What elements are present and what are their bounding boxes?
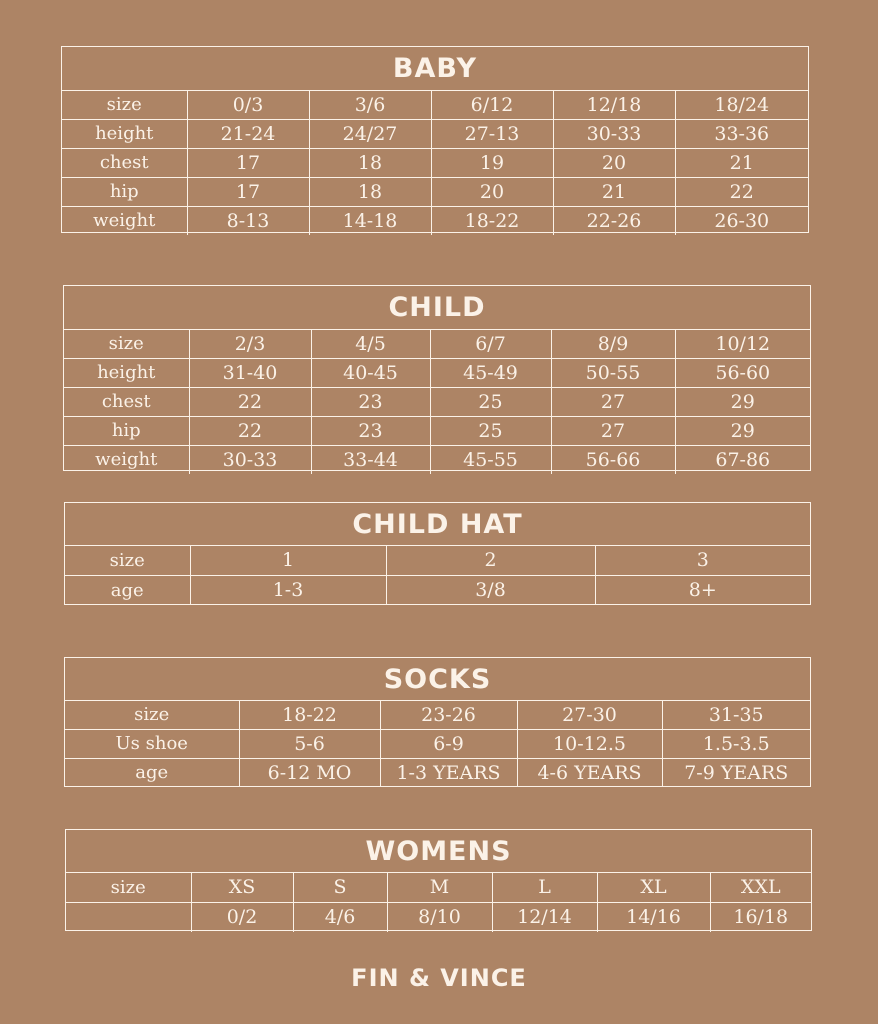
- chart-title: WOMENS: [66, 830, 811, 873]
- table-cell: 29: [675, 388, 810, 417]
- table-row: [65, 546, 810, 576]
- chart-title: CHILD: [64, 286, 810, 330]
- table-cell: 3: [595, 546, 810, 576]
- table-cell: 27: [551, 417, 675, 446]
- table-cell: 45-55: [430, 446, 551, 475]
- table-cell: 6/7: [430, 330, 551, 359]
- child-hat-size-chart: [64, 502, 811, 605]
- table-cell: 18: [309, 149, 431, 178]
- table-cell: 12/18: [553, 91, 675, 120]
- table-cell: 18/24: [675, 91, 808, 120]
- table-cell: L: [492, 873, 597, 903]
- table-cell: 10-12.5: [517, 730, 662, 759]
- table-row: [64, 417, 810, 446]
- row-label: size: [65, 701, 239, 730]
- row-label: height: [62, 120, 187, 149]
- row-label: weight: [62, 207, 187, 236]
- row-label: height: [64, 359, 189, 388]
- table-cell: 2: [386, 546, 595, 576]
- table-cell: 20: [553, 149, 675, 178]
- table-cell: 10/12: [675, 330, 810, 359]
- table-cell: 21-24: [187, 120, 309, 149]
- table-cell: 8+: [688, 579, 717, 601]
- table-cell: 6-9: [380, 730, 517, 759]
- table-cell: 22: [189, 388, 311, 417]
- table-cell: 19: [431, 149, 553, 178]
- child-size-chart: [63, 285, 811, 471]
- table-cell: 50-55: [551, 359, 675, 388]
- table-cell: 8/9: [551, 330, 675, 359]
- baby-size-chart: [61, 46, 809, 233]
- table-row: [62, 91, 808, 120]
- table-cell: 14-18: [309, 207, 431, 236]
- table-cell: 6/12: [431, 91, 553, 120]
- chart-title: BABY: [62, 47, 808, 91]
- row-label: size: [62, 91, 187, 120]
- table-cell: 4-6 YEARS: [517, 759, 662, 788]
- table-row: [62, 207, 808, 236]
- table-cell: 18: [309, 178, 431, 207]
- table-cell: 22: [675, 178, 808, 207]
- row-label: age: [65, 576, 190, 606]
- table-row: [66, 873, 811, 903]
- brand-logo-text: FIN & VINCE: [351, 964, 527, 992]
- row-label: size: [64, 330, 189, 359]
- table-cell: 30-33: [553, 120, 675, 149]
- table-cell: 5-6: [239, 730, 380, 759]
- table-row: [66, 903, 811, 933]
- table-cell: 17: [187, 149, 309, 178]
- table-cell: 1-3 YEARS: [380, 759, 517, 788]
- row-label: age: [65, 759, 239, 788]
- table-cell: 4/5: [311, 330, 430, 359]
- table-cell: 2/3: [189, 330, 311, 359]
- table-cell: 22: [189, 417, 311, 446]
- row-label: size: [65, 546, 190, 576]
- table-cell: 27-30: [517, 701, 662, 730]
- table-cell: 31-40: [189, 359, 311, 388]
- table-row: [64, 330, 810, 359]
- table-cell: 17: [187, 178, 309, 207]
- table-cell: M: [387, 873, 492, 903]
- table-cell: 24/27: [309, 120, 431, 149]
- table-cell: XL: [597, 873, 710, 903]
- size-table: [65, 701, 810, 787]
- table-cell: 56-66: [551, 446, 675, 475]
- table-cell: 40-45: [311, 359, 430, 388]
- table-row: [65, 701, 810, 730]
- table-cell: 4/6: [293, 903, 387, 933]
- row-label: hip: [62, 178, 187, 207]
- row-label: size: [66, 873, 191, 903]
- table-cell: 20: [431, 178, 553, 207]
- table-cell: 1.5-3.5: [662, 730, 810, 759]
- row-label: chest: [64, 388, 189, 417]
- table-cell: 25: [430, 417, 551, 446]
- socks-size-chart: [64, 657, 811, 787]
- womens-size-chart: [65, 829, 812, 931]
- table-cell: 31-35: [662, 701, 810, 730]
- table-row: [64, 359, 810, 388]
- table-row: [62, 178, 808, 207]
- table-cell: 6-12 MO: [239, 759, 380, 788]
- table-cell: 25: [430, 388, 551, 417]
- table-cell: 23: [311, 388, 430, 417]
- table-row: [65, 576, 810, 606]
- chart-title: SOCKS: [65, 658, 810, 701]
- table-cell: 8/10: [387, 903, 492, 933]
- table-cell: 18-22: [239, 701, 380, 730]
- table-cell: S: [293, 873, 387, 903]
- table-cell: 12/14: [492, 903, 597, 933]
- size-table: [65, 546, 810, 605]
- table-cell: 33-44: [311, 446, 430, 475]
- size-table: [62, 91, 808, 235]
- table-row: [62, 120, 808, 149]
- table-row: [64, 388, 810, 417]
- table-cell: 22-26: [553, 207, 675, 236]
- table-cell: 18-22: [431, 207, 553, 236]
- table-row: [65, 730, 810, 759]
- table-cell: 27-13: [431, 120, 553, 149]
- table-row: [65, 759, 810, 788]
- table-cell: 0/3: [187, 91, 309, 120]
- table-cell: XS: [191, 873, 293, 903]
- table-cell: 3/8: [386, 576, 595, 606]
- table-cell: 3/6: [309, 91, 431, 120]
- table-cell: 45-49: [430, 359, 551, 388]
- table-cell: 27: [551, 388, 675, 417]
- row-label: [66, 903, 191, 933]
- table-cell: 30-33: [189, 446, 311, 475]
- size-table: [66, 873, 811, 932]
- table-row: [64, 446, 810, 475]
- table-cell: 16/18: [733, 906, 789, 928]
- table-cell: 21: [675, 149, 808, 178]
- table-cell: 1: [190, 546, 386, 576]
- table-cell: 0/2: [191, 903, 293, 933]
- table-row: [62, 149, 808, 178]
- table-cell: 7-9 YEARS: [684, 761, 789, 784]
- row-label: Us shoe: [65, 730, 239, 759]
- table-cell: 14/16: [597, 903, 710, 933]
- table-cell: 1-3: [190, 576, 386, 606]
- row-label: hip: [64, 417, 189, 446]
- chart-title: CHILD HAT: [65, 503, 810, 546]
- row-label: weight: [64, 446, 189, 475]
- table-cell: 67-86: [715, 448, 771, 471]
- size-table: [64, 330, 810, 474]
- table-cell: 23: [311, 417, 430, 446]
- row-label: chest: [62, 149, 187, 178]
- table-cell: 21: [553, 178, 675, 207]
- table-cell: 23-26: [380, 701, 517, 730]
- table-cell: 8-13: [187, 207, 309, 236]
- table-cell: 33-36: [675, 120, 808, 149]
- table-cell: 26-30: [714, 209, 770, 232]
- table-cell: XXL: [710, 873, 811, 903]
- table-cell: 29: [675, 417, 810, 446]
- table-cell: 56-60: [675, 359, 810, 388]
